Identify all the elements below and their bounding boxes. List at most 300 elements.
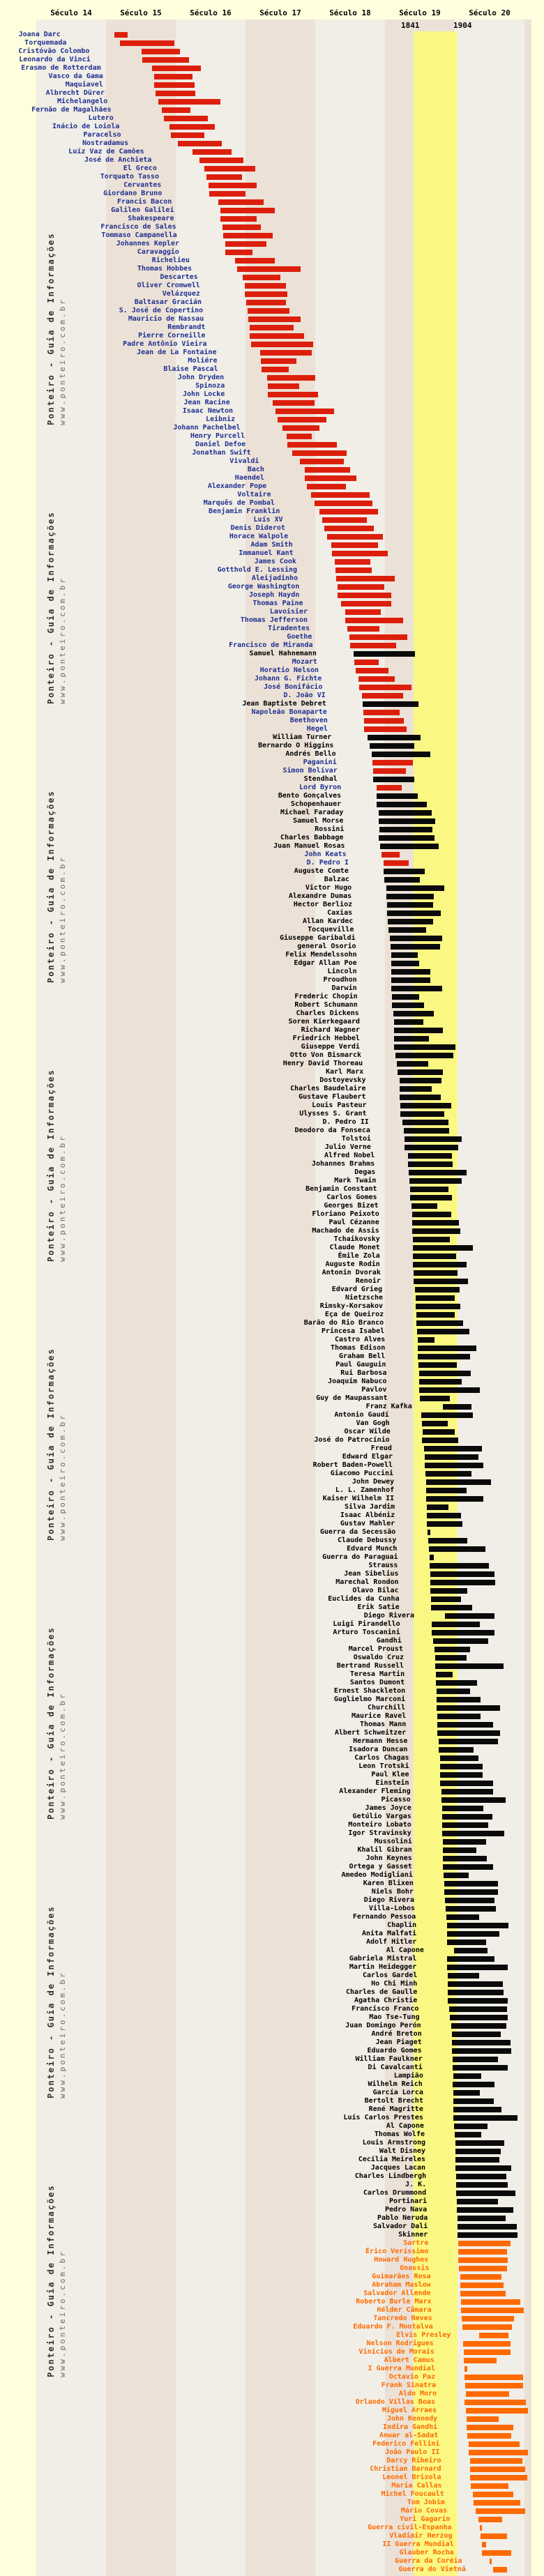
timeline-row — [0, 449, 544, 457]
lifespan-bar — [471, 2483, 508, 2489]
timeline-row — [0, 64, 544, 73]
lifespan-bar — [459, 2266, 507, 2271]
person-name-label: Diego Rivera — [363, 1612, 415, 1619]
timeline-row — [0, 2030, 544, 2038]
person-name-label: Benjamin Franklin — [209, 508, 280, 515]
lifespan-bar — [391, 961, 419, 966]
watermark-ponteiro — [46, 2168, 71, 2377]
person-name-label: Louis Pasteur — [312, 1102, 367, 1109]
timeline-row — [0, 1185, 544, 1194]
watermark-url-text: www.ponteiro.com.br — [58, 2250, 67, 2377]
person-name-label: Salvador Dali — [372, 2223, 428, 2230]
lifespan-bar — [455, 2165, 511, 2171]
lifespan-bar — [412, 1212, 451, 1217]
watermark-url-text: www.ponteiro.com.br — [58, 1134, 67, 1262]
person-name-label: Picasso — [381, 1796, 411, 1804]
person-name-label: Ernest Shackleton — [333, 1687, 406, 1695]
watermark-ponteiro — [46, 1332, 71, 1541]
watermark-title-text: Ponteiro - Guia de Informações — [46, 511, 56, 704]
person-name-label: Voltaire — [237, 491, 271, 498]
person-name-label: Shakespeare — [128, 215, 174, 222]
timeline-row — [0, 1562, 544, 1570]
person-name-label: Henry Purcell — [190, 432, 245, 440]
lifespan-bar — [437, 1714, 481, 1719]
timeline-row — [0, 1486, 544, 1495]
timeline-row — [0, 1319, 544, 1327]
person-name-label: Skinner — [398, 2231, 428, 2239]
person-name-label: John Keynes — [365, 1854, 412, 1862]
lifespan-bar — [453, 2065, 508, 2071]
watermark-ponteiro — [46, 495, 71, 704]
timeline-row — [0, 1001, 544, 1009]
lifespan-bar — [359, 685, 411, 690]
timeline-row — [0, 390, 544, 399]
person-name-label: Glauber Rocha — [399, 2549, 454, 2556]
timeline-row — [0, 1846, 544, 1854]
watermark-url-text: www.ponteiro.com.br — [58, 1413, 67, 1541]
watermark-title-text: Ponteiro - Guia de Informações — [46, 1626, 56, 1820]
person-name-label: Charles Lindbergh — [354, 2172, 427, 2180]
timeline-row — [0, 2114, 544, 2122]
person-name-label: Caravaggio — [137, 248, 179, 256]
person-name-label: Claude Monet — [329, 1244, 380, 1251]
person-name-label: Pavlov — [361, 1386, 387, 1394]
lifespan-bar — [282, 425, 319, 431]
person-name-label: Walt Disney — [379, 2147, 426, 2155]
lifespan-bar — [243, 275, 280, 280]
watermark-url-text: www.ponteiro.com.br — [58, 298, 67, 425]
timeline-row — [0, 683, 544, 692]
timeline-row — [0, 2105, 544, 2114]
person-name-label: Abraham Maslow — [372, 2281, 431, 2289]
timeline-row — [0, 1863, 544, 1871]
timeline-row — [0, 1219, 544, 1227]
person-name-label: Martin Heidegger — [349, 1963, 417, 1971]
person-name-label: Bach — [247, 466, 264, 473]
timeline-row — [0, 2055, 544, 2064]
lifespan-bar — [490, 2559, 492, 2564]
lifespan-bar — [392, 1003, 424, 1008]
lifespan-bar — [453, 2090, 480, 2096]
watermark-ponteiro — [46, 774, 71, 983]
person-name-label: Louis Armstrong — [362, 2139, 426, 2147]
person-name-label: Georges Bizet — [324, 1202, 379, 1210]
person-name-label: Mark Twain — [334, 1177, 377, 1184]
person-name-label: Guerra da Secessão — [319, 1528, 396, 1536]
person-name-label: Bento Gonçalves — [278, 792, 342, 800]
lifespan-bar — [307, 484, 346, 489]
lifespan-bar — [436, 1672, 453, 1677]
lifespan-bar — [419, 1371, 471, 1376]
person-name-label: Luigi Pirandello — [333, 1620, 400, 1628]
person-name-label: Gandhi — [376, 1637, 402, 1645]
lifespan-bar — [466, 2408, 528, 2414]
lifespan-bar — [453, 2107, 501, 2112]
lifespan-bar — [394, 1044, 455, 1050]
lifespan-bar — [414, 1279, 468, 1284]
timeline-row — [0, 1378, 544, 1386]
person-name-label: Mário Covas — [400, 2507, 448, 2515]
person-name-label: Descartes — [160, 273, 198, 281]
timeline-row — [0, 290, 544, 298]
lifespan-bar — [347, 626, 379, 632]
timeline-row — [0, 993, 544, 1001]
timeline-row — [0, 1612, 544, 1620]
lifespan-bar — [469, 2441, 520, 2447]
lifespan-bar — [435, 1647, 470, 1652]
lifespan-bar — [268, 383, 299, 389]
timeline-row — [0, 248, 544, 257]
lifespan-bar — [412, 1220, 459, 1226]
person-name-label: Mussolini — [374, 1838, 412, 1845]
timeline-row — [0, 1754, 544, 1762]
timeline-row — [0, 733, 544, 742]
timeline-row — [0, 825, 544, 834]
timeline-row — [0, 666, 544, 675]
person-name-label: Anwar al-Sadat — [379, 2432, 439, 2439]
person-name-label: Cervantes — [123, 181, 162, 189]
timeline-row — [0, 1277, 544, 1286]
person-name-label: Nelson Rodrigues — [366, 2340, 434, 2347]
lifespan-bar — [402, 1120, 448, 1125]
lifespan-bar — [460, 2282, 504, 2288]
timeline-row — [0, 1202, 544, 1210]
person-name-label: II Guerra Mundial — [382, 2540, 454, 2548]
person-name-label: Beethoven — [289, 717, 328, 724]
timeline-row — [0, 2281, 544, 2289]
timeline-row — [0, 2273, 544, 2281]
timeline-row — [0, 382, 544, 390]
timeline-row — [0, 206, 544, 215]
person-name-label: Guy de Maupassant — [316, 1394, 388, 1402]
lifespan-bar — [458, 2232, 517, 2238]
timeline-row — [0, 2474, 544, 2482]
person-name-label: Getúlio Vargas — [352, 1813, 411, 1820]
timeline-row — [0, 1913, 544, 1921]
person-name-label: Henry David Thoreau — [282, 1060, 363, 1067]
timeline-row — [0, 2566, 544, 2574]
timeline-row — [0, 2532, 544, 2540]
timeline-row — [0, 1394, 544, 1403]
timeline-row — [0, 909, 544, 917]
timeline-row — [0, 2097, 544, 2105]
lifespan-bar — [350, 643, 396, 648]
lifespan-bar — [341, 601, 391, 607]
lifespan-bar — [452, 2048, 511, 2054]
person-name-label: Igor Stravinsky — [348, 1829, 411, 1837]
timeline-row — [0, 1762, 544, 1771]
lifespan-bar — [250, 325, 294, 330]
lifespan-bar — [425, 1463, 483, 1468]
timeline-row — [0, 533, 544, 541]
person-name-label: Guglielmo Marconi — [333, 1695, 406, 1703]
lifespan-bar — [433, 1638, 488, 1644]
timeline-row — [0, 2415, 544, 2423]
person-name-label: Joana Darc — [18, 31, 61, 38]
lifespan-bar — [445, 1613, 494, 1619]
timeline-row — [0, 951, 544, 959]
person-name-label: John Keats — [304, 851, 347, 858]
lifespan-bar — [408, 1161, 453, 1167]
timeline-row — [0, 1695, 544, 1704]
person-name-label: Aldo Moro — [398, 2390, 437, 2398]
timeline-row — [0, 1972, 544, 1980]
timeline-row — [0, 934, 544, 943]
timeline-row — [0, 2189, 544, 2197]
timeline-row — [0, 39, 544, 47]
timeline-row — [0, 181, 544, 190]
person-name-label: Giordano Bruno — [103, 190, 163, 197]
lifespan-bar — [391, 969, 430, 975]
person-name-label: Immanuel Kant — [239, 549, 294, 557]
timeline-row — [0, 600, 544, 608]
lifespan-bar — [473, 2492, 513, 2497]
lifespan-bar — [417, 1329, 469, 1334]
timeline-row — [0, 2038, 544, 2047]
lifespan-bar — [262, 367, 289, 372]
person-name-label: Edvard Munch — [347, 1545, 398, 1553]
person-name-label: Miguel Arraes — [381, 2407, 437, 2414]
lifespan-bar — [209, 191, 245, 197]
timeline-row — [0, 1152, 544, 1160]
person-name-label: Leonel Brizola — [382, 2474, 441, 2481]
lifespan-bar — [420, 1396, 450, 1401]
lifespan-bar — [358, 676, 395, 682]
lifespan-bar — [377, 802, 427, 807]
timeline-row — [0, 1829, 544, 1838]
person-name-label: D. João VI — [283, 692, 326, 699]
timeline-row — [0, 491, 544, 499]
lifespan-bar — [422, 1438, 458, 1443]
lifespan-bar — [409, 1170, 467, 1175]
person-name-label: Mauricio de Nassau — [128, 315, 204, 323]
person-name-label: Graham Bell — [339, 1352, 386, 1360]
timeline-row — [0, 424, 544, 432]
person-name-label: Paracelso — [83, 131, 121, 139]
lifespan-bar — [248, 308, 289, 314]
person-name-label: Otto Von Bismarck — [289, 1051, 362, 1059]
timeline-row — [0, 2298, 544, 2306]
person-name-label: Barão do Rio Branco — [303, 1319, 384, 1327]
lifespan-bar — [332, 551, 388, 556]
timeline-row — [0, 1286, 544, 1294]
lifespan-bar — [158, 99, 220, 105]
person-name-label: Baltasar Gracián — [134, 298, 202, 306]
lifespan-bar — [437, 1730, 500, 1736]
person-name-label: Horatio Nelson — [259, 666, 319, 674]
lifespan-bar — [223, 233, 273, 238]
person-name-label: Spinoza — [195, 382, 225, 390]
watermark-url-text: www.ponteiro.com.br — [58, 855, 67, 983]
lifespan-bar — [409, 1178, 462, 1184]
lifespan-bar — [245, 291, 287, 297]
person-name-label: José de Anchieta — [84, 156, 152, 164]
timeline-row — [0, 1068, 544, 1076]
timeline-row — [0, 784, 544, 792]
timeline-row — [0, 2465, 544, 2474]
person-name-label: Alexandre Dumas — [288, 892, 352, 900]
timeline-row — [0, 466, 544, 474]
timeline-row — [0, 2482, 544, 2490]
timeline-row — [0, 2507, 544, 2515]
timeline-row — [0, 457, 544, 466]
timeline-row — [0, 190, 544, 198]
timeline-row — [0, 441, 544, 449]
lifespan-bar — [225, 250, 252, 255]
person-name-label: Castro Alves — [335, 1336, 386, 1343]
person-name-label: Joseph Haydn — [248, 591, 300, 599]
lifespan-bar — [413, 1253, 456, 1259]
person-name-label: Howard Hughes — [374, 2256, 429, 2264]
timeline-row — [0, 1085, 544, 1093]
lifespan-bar — [250, 333, 304, 339]
person-name-label: Tolstoi — [341, 1135, 371, 1143]
timeline-row — [0, 2147, 544, 2156]
lifespan-bar — [391, 986, 442, 991]
timeline-row — [0, 499, 544, 508]
timeline-row — [0, 1821, 544, 1829]
timeline-row — [0, 1921, 544, 1930]
lifespan-bar — [442, 1814, 492, 1820]
person-name-label: Al Capone — [386, 2122, 424, 2130]
lifespan-bar — [152, 66, 201, 71]
lifespan-bar — [436, 1680, 477, 1686]
timeline-row — [0, 215, 544, 223]
lifespan-bar — [428, 1538, 467, 1544]
lifespan-bar — [431, 1596, 461, 1602]
timeline-row — [0, 800, 544, 809]
lifespan-bar — [220, 208, 275, 213]
lifespan-bar — [458, 2216, 506, 2221]
lifespan-bar — [171, 132, 204, 138]
person-name-label: Albrecht Dürer — [45, 89, 105, 97]
person-name-label: Caxias — [327, 909, 353, 917]
lifespan-bar — [418, 1362, 457, 1368]
lifespan-bar — [450, 2015, 508, 2020]
timeline-row — [0, 1344, 544, 1352]
lifespan-bar — [405, 1145, 458, 1150]
lifespan-bar — [424, 1446, 482, 1451]
person-name-label: John Kennedy — [386, 2415, 438, 2423]
timeline-row — [0, 1060, 544, 1068]
person-name-label: Vinícius de Morais — [358, 2348, 435, 2356]
lifespan-bar — [453, 2057, 498, 2062]
person-name-label: Carlos Gardel — [363, 1972, 418, 1979]
timeline-row — [0, 633, 544, 641]
person-name-label: Michel Foucault — [381, 2490, 444, 2498]
timeline-row — [0, 1955, 544, 1963]
lifespan-bar — [287, 442, 337, 448]
lifespan-bar — [452, 2032, 501, 2037]
person-name-label: Lord Byron — [299, 784, 342, 791]
watermark-ponteiro — [46, 216, 71, 425]
person-name-label: Edgar Allan Poe — [294, 959, 357, 967]
lifespan-bar — [437, 1697, 481, 1702]
person-name-label: Pablo Neruda — [377, 2214, 428, 2222]
person-name-label: Guerra do Vietnã — [398, 2566, 466, 2573]
person-name-label: Carlos Chagas — [354, 1754, 409, 1762]
lifespan-bar — [440, 1764, 483, 1769]
lifespan-bar — [462, 2316, 514, 2322]
timeline-row — [0, 675, 544, 683]
lifespan-bar — [246, 300, 286, 305]
person-name-label: Benjamin Constant — [305, 1185, 377, 1193]
person-name-label: Gotthold E. Lessing — [217, 566, 298, 574]
lifespan-bar — [423, 1429, 455, 1435]
lifespan-bar — [377, 785, 402, 791]
timeline-row — [0, 1336, 544, 1344]
timeline-row — [0, 1035, 544, 1043]
person-name-label: Santos Dumont — [349, 1679, 405, 1686]
timeline-row — [0, 1988, 544, 1997]
lifespan-bar — [225, 241, 266, 247]
lifespan-bar — [460, 2291, 506, 2296]
timeline-row — [0, 1369, 544, 1378]
timeline-row — [0, 1093, 544, 1102]
timeline-row — [0, 1896, 544, 1905]
lifespan-bar — [457, 2207, 513, 2213]
person-name-label: John Dewey — [352, 1478, 395, 1486]
person-name-label: Friedrich Hebbel — [292, 1035, 360, 1042]
timeline-row — [0, 1009, 544, 1018]
timeline-row — [0, 2398, 544, 2407]
person-name-label: Tommaso Campanella — [101, 231, 177, 239]
watermark-title-text: Ponteiro - Guia de Informações — [46, 232, 56, 425]
timeline-row — [0, 1018, 544, 1026]
person-name-label: Thomas Jefferson — [240, 616, 308, 624]
timeline-row — [0, 198, 544, 206]
lifespan-bar — [461, 2308, 524, 2313]
lifespan-bar — [464, 2375, 523, 2380]
lifespan-bar — [430, 1588, 467, 1594]
timeline-row — [0, 1704, 544, 1712]
person-name-label: Guimarães Rosa — [372, 2273, 431, 2280]
person-name-label: Nostradamus — [82, 139, 129, 147]
lifespan-bar — [435, 1663, 504, 1669]
lifespan-bar — [415, 1287, 460, 1293]
lifespan-bar — [464, 2349, 511, 2355]
person-name-label: Sartre — [403, 2239, 429, 2247]
lifespan-bar — [455, 2149, 501, 2154]
lifespan-bar — [430, 1555, 434, 1560]
timeline-row — [0, 1813, 544, 1821]
person-name-label: Van Gogh — [356, 1419, 390, 1427]
person-name-label: Eduardo F. Montalva — [353, 2323, 433, 2331]
person-name-label: Jean de La Fontaine — [137, 349, 217, 356]
lifespan-bar — [430, 1571, 494, 1577]
lifespan-bar — [319, 509, 378, 515]
lifespan-bar — [455, 2132, 481, 2137]
timeline-row — [0, 608, 544, 616]
person-name-label: Salvador Allende — [363, 2289, 431, 2297]
timeline-row — [0, 1294, 544, 1302]
lifespan-bar — [260, 350, 312, 356]
lifespan-bar — [441, 1789, 493, 1794]
timeline-row — [0, 1260, 544, 1269]
person-name-label: Lavoisier — [269, 608, 308, 616]
timeline-row — [0, 482, 544, 491]
person-name-label: Thomas Paine — [252, 600, 303, 607]
person-name-label: Octavio Paz — [388, 2373, 435, 2381]
person-name-label: Machado de Assis — [312, 1227, 379, 1235]
person-name-label: Pedro Nava — [384, 2206, 428, 2213]
timeline-row — [0, 1838, 544, 1846]
person-name-label: Amedeo Modigliani — [341, 1871, 413, 1879]
timeline-row — [0, 566, 544, 574]
person-name-label: Khalil Gibran — [357, 1846, 412, 1854]
lifespan-bar — [447, 1965, 508, 1970]
lifespan-bar — [449, 2006, 507, 2012]
